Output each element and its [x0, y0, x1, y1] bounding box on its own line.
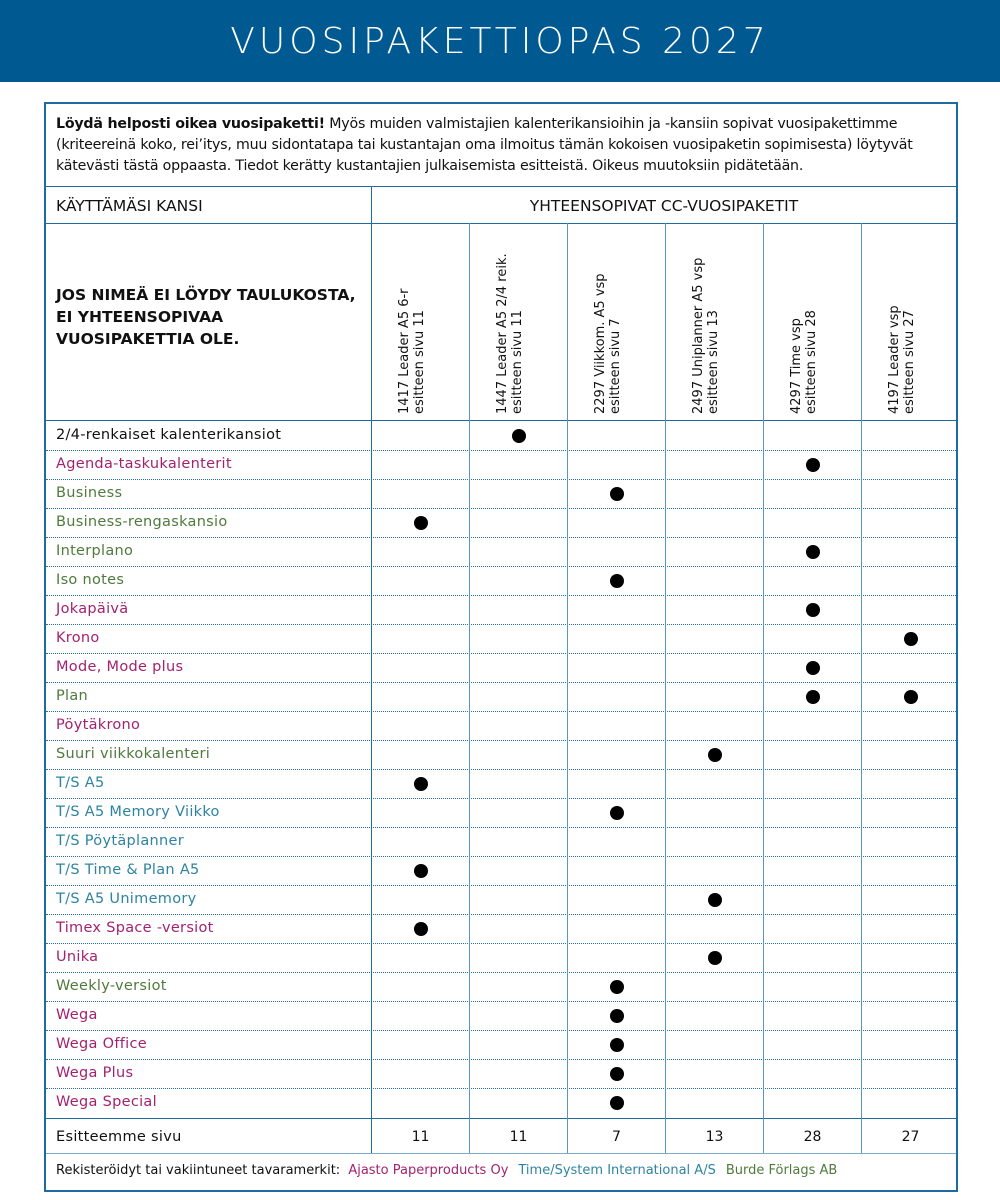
- divider: [46, 186, 956, 187]
- compatible-dot-icon: [904, 632, 918, 646]
- table-row: [46, 1002, 956, 1031]
- table-row: [46, 567, 956, 596]
- compatible-dot-icon: [610, 1096, 624, 1110]
- compatible-dot-icon: [512, 429, 526, 443]
- trademark-ajasto: Ajasto Paperproducts Oy: [348, 1163, 509, 1178]
- table-row: [46, 886, 956, 915]
- table-row: [46, 915, 956, 944]
- page-number: 13: [705, 1129, 724, 1145]
- compatible-dot-icon: [610, 980, 624, 994]
- intro-text: [56, 114, 946, 177]
- cover-name: 2/4-renkaiset kalenterikansiot: [56, 427, 282, 443]
- cover-name: Plan: [56, 688, 89, 704]
- package-name: 4197 Leader vsp: [886, 305, 902, 414]
- not-found-note: JOS NIMEÄ EI LÖYDY TAULUKOSTA, EI YHTEENSOPIVAA VUOSIPAKETTIA OLE.: [56, 286, 356, 348]
- table-row: [46, 683, 956, 712]
- compatible-dot-icon: [610, 1038, 624, 1052]
- cover-name: Wega Special: [56, 1094, 157, 1110]
- divider: [46, 1153, 956, 1154]
- compatible-dot-icon: [610, 806, 624, 820]
- page-numbers-label: Esitteemme sivu: [56, 1129, 182, 1145]
- compatible-dot-icon: [610, 574, 624, 588]
- table-row: [46, 538, 956, 567]
- package-page-ref: esitteen sivu 13: [705, 310, 721, 414]
- cover-name: Wega Office: [56, 1036, 147, 1052]
- table-row: [46, 509, 956, 538]
- compatible-dot-icon: [414, 777, 428, 791]
- page-number: 7: [612, 1129, 621, 1145]
- table-row: [46, 654, 956, 683]
- table-row: [46, 1060, 956, 1089]
- compatible-dot-icon: [904, 690, 918, 704]
- table-row: [46, 799, 956, 828]
- table-row: [46, 828, 956, 857]
- compatible-dot-icon: [708, 748, 722, 762]
- cover-name: T/S A5 Unimemory: [56, 891, 197, 907]
- cover-name: T/S A5: [56, 775, 105, 791]
- cover-name: Timex Space -versiot: [56, 920, 214, 936]
- column-divider: [861, 223, 862, 1153]
- table-row: [46, 596, 956, 625]
- package-page-ref: esitteen sivu 11: [411, 310, 427, 414]
- compatible-dot-icon: [708, 951, 722, 965]
- package-page-ref: esitteen sivu 7: [607, 318, 623, 414]
- trademark-burde: Burde Förlags AB: [725, 1163, 838, 1178]
- package-column-header: [862, 224, 959, 420]
- trademark-label: Rekisteröidyt tai vakiintuneet tavaramerkit:: [56, 1163, 341, 1178]
- table-row: [46, 1089, 956, 1118]
- cover-name: Business-rengaskansio: [56, 514, 228, 530]
- compatible-dot-icon: [610, 1009, 624, 1023]
- compatible-dot-icon: [806, 603, 820, 617]
- package-column-header: [568, 224, 665, 420]
- compatible-dot-icon: [806, 545, 820, 559]
- cover-name: Unika: [56, 949, 99, 965]
- table-row: [46, 973, 956, 1002]
- table-row: [46, 741, 956, 770]
- cover-name: Agenda-taskukalenterit: [56, 456, 232, 472]
- cover-name: Mode, Mode plus: [56, 659, 184, 675]
- page-numbers-row: [46, 1122, 956, 1153]
- package-name: 2297 Viikkom. A5 vsp: [592, 273, 608, 414]
- table-row: [46, 944, 956, 973]
- package-column-header: [764, 224, 861, 420]
- cover-name: Suuri viikkokalenteri: [56, 746, 211, 762]
- compatible-dot-icon: [708, 893, 722, 907]
- compatible-dot-icon: [414, 864, 428, 878]
- page-number: 28: [803, 1129, 822, 1145]
- cover-name: T/S A5 Memory Viikko: [56, 804, 220, 820]
- column-header-cover: KÄYTTÄMÄSI KANSI: [56, 197, 203, 215]
- cover-name: Iso notes: [56, 572, 125, 588]
- cover-name: Wega: [56, 1007, 98, 1023]
- page-number: 11: [509, 1129, 528, 1145]
- trademark-footer: [56, 1163, 847, 1179]
- divider: [46, 1118, 956, 1119]
- compatible-dot-icon: [610, 487, 624, 501]
- page-number: 11: [411, 1129, 430, 1145]
- divider: [46, 420, 956, 421]
- intro-body: Myös muiden valmistajien kalenterikansioihin ja -kansiin sopivat vuosipakettimme (kriteereinä koko, rei’itys, muu sidontatapa tai kustantajan oma ilmoitus tämän kokoisen vuosipaketin sopimisesta) löytyvät kätevästi tästä oppaasta. Tiedot kerätty kustantajien julkaisemista esitteistä. Oikeus muutoksiin pidätetään.: [56, 116, 913, 174]
- cover-name: Krono: [56, 630, 100, 646]
- package-name: 2497 Uniplanner A5 vsp: [690, 257, 706, 414]
- package-page-ref: esitteen sivu 28: [803, 310, 819, 414]
- column-divider: [763, 223, 764, 1153]
- intro-bold: Löydä helposti oikea vuosipaketti!: [56, 116, 325, 132]
- table-row: [46, 770, 956, 799]
- column-header-packages: YHTEENSOPIVAT CC-VUOSIPAKETIT: [529, 197, 799, 215]
- compatible-dot-icon: [806, 661, 820, 675]
- table-row: [46, 480, 956, 509]
- package-column-header: [470, 224, 567, 420]
- page-title: VUOSIPAKETTIOPAS 2027: [230, 20, 770, 62]
- package-column-header: [372, 224, 469, 420]
- column-divider: [665, 223, 666, 1153]
- compatible-dot-icon: [610, 1067, 624, 1081]
- cover-name: T/S Time & Plan A5: [56, 862, 200, 878]
- package-name: 1417 Leader A5 6-r: [396, 288, 412, 414]
- cover-name: T/S Pöytäplanner: [56, 833, 184, 849]
- table-row: [46, 451, 956, 480]
- trademark-timesystem: Time/System International A/S: [518, 1163, 716, 1178]
- column-divider: [567, 223, 568, 1153]
- package-column-header: [666, 224, 763, 420]
- package-name: 4297 Time vsp: [788, 318, 804, 414]
- table-row: [46, 422, 956, 451]
- page-number: 27: [901, 1129, 920, 1145]
- column-divider: [469, 223, 470, 1153]
- table-row: [46, 712, 956, 741]
- cover-name: Pöytäkrono: [56, 717, 141, 733]
- title-banner: [0, 0, 1000, 82]
- table-row: [46, 1031, 956, 1060]
- table-row: [46, 625, 956, 654]
- package-page-ref: esitteen sivu 11: [509, 310, 525, 414]
- column-divider: [371, 186, 372, 1153]
- package-page-ref: esitteen sivu 27: [901, 310, 917, 414]
- table-row: [46, 857, 956, 886]
- compatibility-table: [44, 102, 958, 1192]
- compatible-dot-icon: [806, 690, 820, 704]
- compatible-dot-icon: [414, 516, 428, 530]
- cover-name: Interplano: [56, 543, 134, 559]
- cover-name: Wega Plus: [56, 1065, 134, 1081]
- compatible-dot-icon: [414, 922, 428, 936]
- cover-name: Jokapäivä: [56, 601, 129, 617]
- cover-name: Weekly-versiot: [56, 978, 167, 994]
- package-name: 1447 Leader A5 2/4 reik.: [494, 253, 510, 414]
- compatible-dot-icon: [806, 458, 820, 472]
- cover-name: Business: [56, 485, 123, 501]
